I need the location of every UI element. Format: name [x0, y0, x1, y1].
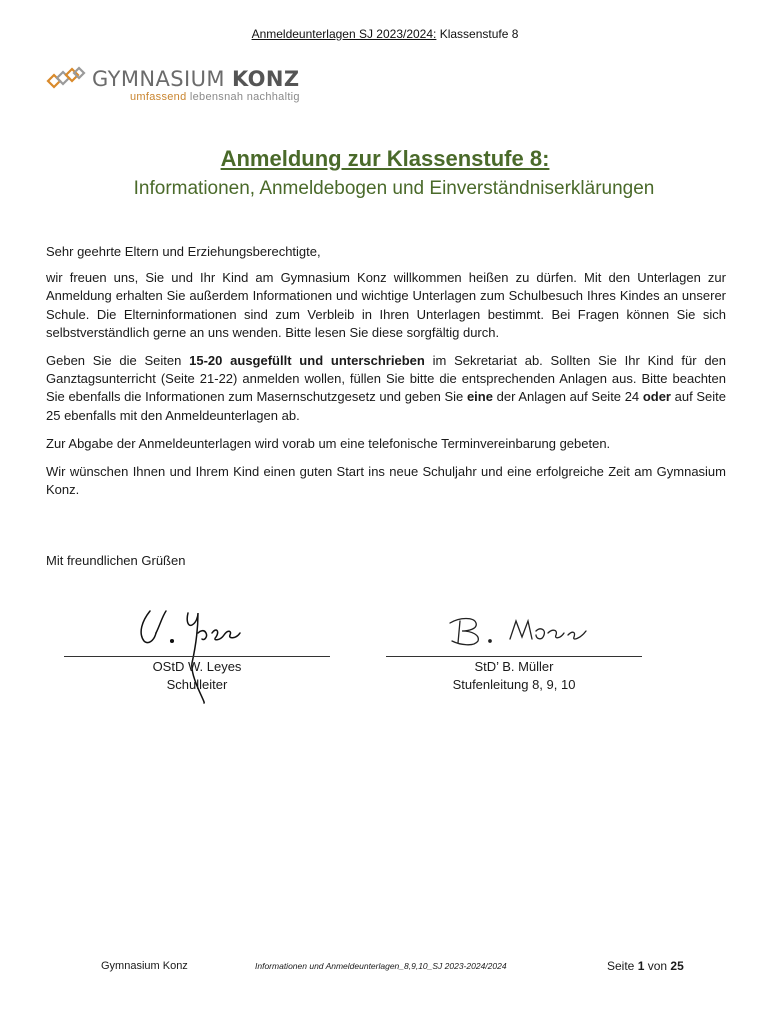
logo-mark-icon — [46, 66, 86, 92]
signature-line-right — [386, 656, 642, 657]
letter-paragraph-3: Zur Abgabe der Anmeldeunterlagen wird vorab um eine telefonische Terminvereinbarung gebeten. — [46, 435, 611, 451]
letter-body — [46, 243, 726, 509]
page-header — [0, 27, 770, 41]
footer-school-name: Gymnasium Konz — [101, 960, 188, 972]
letter-greeting: Sehr geehrte Eltern und Erziehungsberechtigte, — [46, 244, 321, 259]
letter-paragraph-2: Geben Sie die Seiten 15-20 ausgefüllt und unterschrieben im Sekretariat ab. Sollten Sie Ihr Kind für den Ganztagsunterricht (Seite 21-22) anmelden wollen, füllen Sie bitte die entsprechenden Anlagen aus. Bitte beachten Sie ebenfalls die Informationen zum Masernschutzgesetz und geben Sie eine der Anlagen auf Seite 24 oder auf Seite 25 ebenfalls mit den Anmeldeunterlagen ab. — [46, 353, 727, 423]
signatory-right-role: Stufenleitung 8, 9, 10 — [452, 677, 576, 692]
logo-tagline: umfassend lebensnah nachhaltig — [130, 91, 300, 103]
signatory-left-role: Schulleiter — [166, 677, 228, 692]
footer-document-name: Informationen und Anmeldeunterlagen_8,9,10_SJ 2023-2024/2024 — [255, 961, 507, 971]
school-logo — [46, 64, 346, 108]
signature-block — [0, 595, 770, 715]
signatory-right-name: StD’ B. Müller — [474, 659, 554, 674]
signature-left-image — [132, 603, 257, 713]
logo-wordmark: GYMNASIUM KONZ — [92, 67, 300, 91]
header-grade: Klassenstufe 8 — [436, 27, 519, 41]
document-title: Anmeldung zur Klassenstufe 8: — [220, 146, 550, 171]
letter-paragraph-4: Wir wünschen Ihnen und Ihrem Kind einen guten Start ins neue Schuljahr und eine erfolgreiche Zeit am Gymnasium Konz. — [46, 464, 726, 498]
footer-page-number: Seite 1 von 25 — [607, 959, 684, 973]
signature-right-image — [440, 609, 600, 649]
letter-closing: Mit freundlichen Grüßen — [46, 553, 186, 568]
signature-line-left — [64, 656, 330, 657]
signatory-left-name: OStD W. Leyes — [152, 659, 242, 674]
letter-paragraph-1: wir freuen uns, Sie und Ihr Kind am Gymnasium Konz willkommen heißen zu dürfen. Mit den Unterlagen zur Anmeldung erhalten Sie außerdem Informationen und wichtige Unterlagen zum Schulbesuch Ihres Kindes an unserer Schule. Die Elterninformationen sind zum Verbleib in Ihren Unterlagen bestimmt. Bei Fragen können Sie sich selbstverständlich gerne an uns wenden. Bitte lesen Sie diese sorgfältig durch. — [46, 270, 726, 340]
header-title-underlined: Anmeldeunterlagen SJ 2023/2024: — [251, 27, 437, 41]
document-subtitle: Informationen, Anmeldebogen und Einverständniserklärungen — [133, 178, 655, 199]
page-footer — [0, 960, 770, 978]
